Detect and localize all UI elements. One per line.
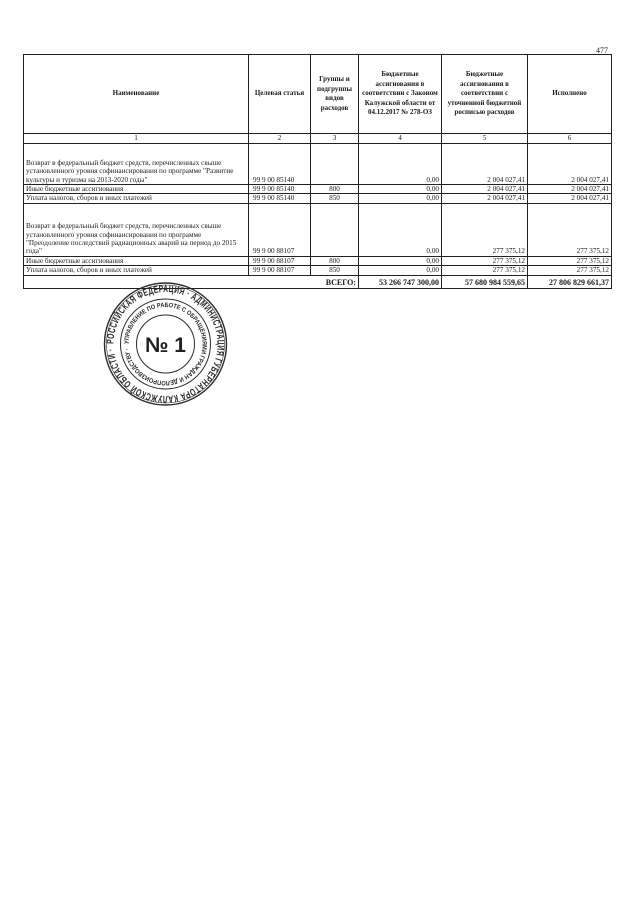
total-law: 53 266 747 300,00 xyxy=(359,275,442,288)
header-name: Наименование xyxy=(24,55,249,134)
header-executed: Исполнено xyxy=(528,55,612,134)
row-article: 99 9 00 85140 xyxy=(249,194,311,203)
row-executed: 277 375,12 xyxy=(528,266,612,275)
row-article: 99 9 00 88107 xyxy=(249,266,311,275)
row-group: 800 xyxy=(311,185,359,194)
column-number: 1 xyxy=(24,134,249,144)
row-name: Уплата налогов, сборов и иных платежей xyxy=(24,194,249,203)
row-group: 850 xyxy=(311,194,359,203)
total-label: ВСЕГО: xyxy=(24,275,359,288)
row-name: Уплата налогов, сборов и иных платежей xyxy=(24,266,249,275)
header-expense-group: Группы и подгруппы видов расходов xyxy=(311,55,359,134)
row-law: 0,00 xyxy=(359,144,442,185)
row-article: 99 9 00 85140 xyxy=(249,185,311,194)
row-executed: 2 004 027,41 xyxy=(528,185,612,194)
row-group: 850 xyxy=(311,266,359,275)
row-executed: 277 375,12 xyxy=(528,203,612,256)
row-roster: 277 375,12 xyxy=(442,256,528,265)
column-number-row xyxy=(24,134,612,144)
row-name: Иные бюджетные ассигнования xyxy=(24,256,249,265)
row-group xyxy=(311,203,359,256)
row-name: Возврат в федеральный бюджет средств, перечисленных свыше установленного уровня софинансирования по программе "Преодоление последствий радиационных аварий на период до 2015 года" xyxy=(24,203,249,256)
row-roster: 2 004 027,41 xyxy=(442,194,528,203)
row-executed: 2 004 027,41 xyxy=(528,144,612,185)
header-law-allocation: Бюджетные ассигнования в соответствии с Законом Калужской области от 04.12.2017 № 278-ОЗ xyxy=(359,55,442,134)
row-roster: 277 375,12 xyxy=(442,266,528,275)
row-law: 0,00 xyxy=(359,266,442,275)
header-target-article: Целевая статья xyxy=(249,55,311,134)
table-row xyxy=(24,144,612,185)
row-executed: 277 375,12 xyxy=(528,256,612,265)
row-article: 99 9 00 88107 xyxy=(249,256,311,265)
row-article: 99 9 00 88107 xyxy=(249,203,311,256)
column-number: 6 xyxy=(528,134,612,144)
row-law: 0,00 xyxy=(359,194,442,203)
page-number: 477 xyxy=(596,46,608,55)
row-law: 0,00 xyxy=(359,256,442,265)
budget-table xyxy=(23,54,612,289)
row-roster: 2 004 027,41 xyxy=(442,144,528,185)
official-stamp xyxy=(103,282,228,406)
row-article: 99 9 00 85140 xyxy=(249,144,311,185)
column-number: 3 xyxy=(311,134,359,144)
table-row xyxy=(24,194,612,203)
header-roster-allocation: Бюджетные ассигнования в соответствии с уточненной бюджетной росписью расходов xyxy=(442,55,528,134)
column-number: 4 xyxy=(359,134,442,144)
row-law: 0,00 xyxy=(359,203,442,256)
column-number: 5 xyxy=(442,134,528,144)
column-number: 2 xyxy=(249,134,311,144)
stamp-number: № 1 xyxy=(145,334,186,357)
total-executed: 27 806 829 661,37 xyxy=(528,275,612,288)
row-group: 800 xyxy=(311,256,359,265)
row-name: Иные бюджетные ассигнования xyxy=(24,185,249,194)
stamp-inner-text: УПРАВЛЕНИЕ ПО РАБОТЕ С ОБРАЩЕНИЯМИ ГРАЖДАН И ДЕЛОПРОИЗВОДСТВУ · xyxy=(123,301,208,387)
table-row xyxy=(24,256,612,265)
table-row xyxy=(24,185,612,194)
row-law: 0,00 xyxy=(359,185,442,194)
row-name: Возврат в федеральный бюджет средств, перечисленных свыше установленного уровня софинансирования по программе "Развитие культуры и туризма на 2013-2020 годы" xyxy=(24,144,249,185)
row-roster: 277 375,12 xyxy=(442,203,528,256)
row-group xyxy=(311,144,359,185)
table-row xyxy=(24,203,612,256)
table-row xyxy=(24,266,612,275)
stamp-outer-text: РОССИЙСКАЯ ФЕДЕРАЦИЯ · АДМИНИСТРАЦИЯ ГУБЕРНАТОРА КАЛУЖСКОЙ ОБЛАСТИ · xyxy=(105,283,226,405)
table-header-row xyxy=(24,55,612,134)
total-roster: 57 680 984 559,65 xyxy=(442,275,528,288)
row-roster: 2 004 027,41 xyxy=(442,185,528,194)
row-executed: 2 004 027,41 xyxy=(528,194,612,203)
